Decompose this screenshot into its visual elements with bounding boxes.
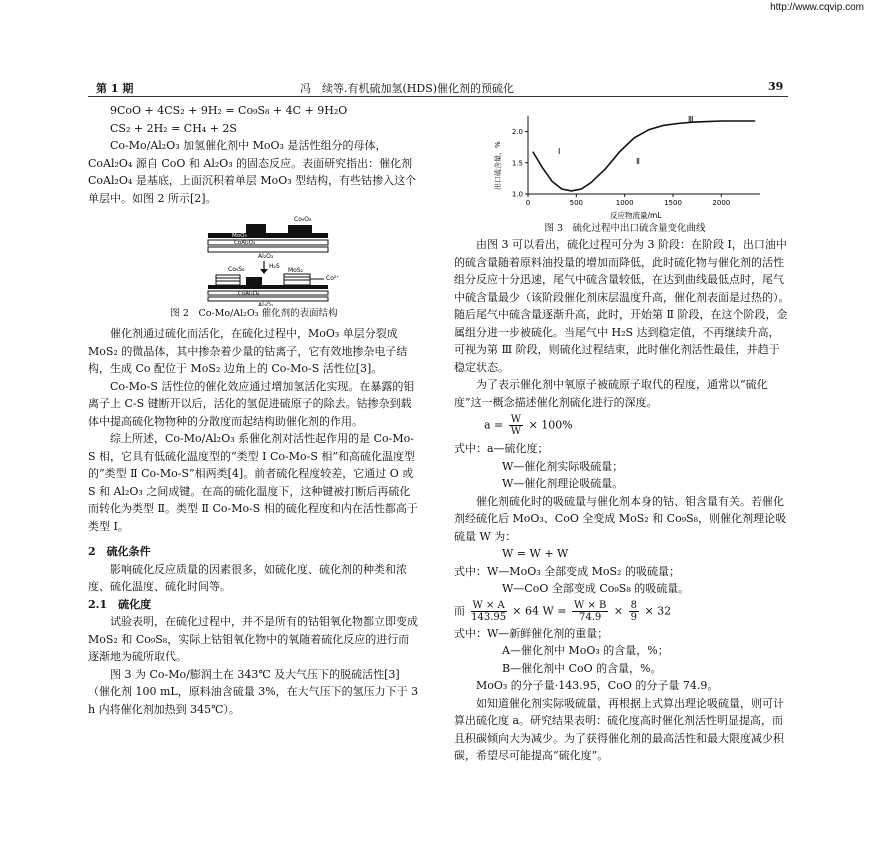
y-tick-label: 1.0 (511, 190, 523, 199)
definition: W—催化剂实际吸硫量； (502, 459, 624, 473)
paragraph: 为了表示催化剂中氧原子被硫原子取代的程度，通常以“硫化度”这一概念描述催化剂硫化进行的深度。 (454, 378, 768, 409)
svg-text:Al₂O₃: Al₂O₃ (258, 253, 274, 260)
subsection-heading: 2.1 硫化度 (88, 597, 152, 611)
svg-text:Co²⁺: Co²⁺ (326, 275, 340, 282)
paragraph: Co-Mo-S 活性位的催化效应通过增加氢活化实现。在暴露的钼离子上 C-S 键断开以后，活化的氢促进硫原子的除去。钴掺杂到载体中提高硫化物物种的分散度而起结构助催化剂的作用。 (88, 379, 415, 428)
fraction (471, 600, 507, 623)
header-rule (88, 96, 788, 97)
numerator: W (510, 414, 522, 425)
paragraph: 影响硫化反应质量的因素很多，如硫化度、硫化剂的种类和浓度、硫化温度、硫化时间等。 (88, 562, 407, 593)
page-number: 39 (768, 80, 784, 93)
denominator: 74.9 (579, 611, 602, 623)
equation-2: CS₂ + 2H₂ = CH₄ + 2S (110, 121, 237, 135)
running-title: 冯 续等.有机硫加氢(HDS)催化剂的预硫化 (300, 82, 515, 95)
denominator: 143.95 (471, 611, 507, 623)
paragraph: 综上所述，Co-Mo/Al₂O₃ 系催化剂对活性起作用的是 Co-Mo-S 相，它具有低硫化温度型的“类型 Ⅰ Co-Mo-S 相”和高硫化温度型的“类型 Ⅱ Co-Mo-S”相两类[4]。前者硫化程度较差，它通过 O 或 S 和 Al₂O₃ 之间成键。在高的硫化温度下，这种键被打断后再硫化而转化为类型 Ⅱ。类型 Ⅱ Co-Mo-S 相的硫化程度和内在活性都高于类型 Ⅰ。 (88, 432, 418, 533)
fraction (509, 414, 523, 437)
numerator: W × A (472, 599, 505, 611)
equation-a (454, 414, 790, 437)
svg-text:MoS₂: MoS₂ (288, 267, 304, 274)
x-axis-label: 反应物流量/mL (610, 211, 662, 220)
x-tick-label: 1500 (664, 199, 682, 207)
paragraph: 如知道催化剂实际吸硫量，再根据上式算出理论吸硫量，则可计算出硫化度 a。研究结果表明：硫化度高时催化剂活性明显提高，而且积碳倾向大为减少。为了获得催化剂的最高活性和最大限度减少积碳，希望尽可能提高“硫化度”。 (454, 696, 784, 762)
paragraph: 催化剂通过硫化而活化，在硫化过程中，MoO₃ 单层分裂成 MoS₂ 的微晶体，其中掺杂着少量的钴离子，它有效地掺杂电子结构，生成 Co 配位于 MoS₂ 边角上的 Co-Mo-S 活性位[3]。 (88, 327, 408, 375)
svg-text:Al₂O₃: Al₂O₃ (258, 302, 274, 306)
y-tick-label: 1.5 (511, 159, 523, 168)
sulfur-outlet-chart (460, 108, 790, 220)
issue-number: 第 1 期 (96, 82, 134, 95)
denominator: W (510, 426, 522, 437)
figure-3 (460, 108, 790, 234)
figure-2 (88, 211, 420, 319)
definition: A—催化剂中 MoO₃ 的含量，%； (502, 644, 669, 657)
eq-lead: 而 (454, 604, 465, 617)
definition: 式中：a—硫化度； (454, 442, 549, 455)
paragraph: 催化剂硫化时的吸硫量与催化剂本身的钴、钼含量有关。若催化剂经硫化后 MoO₃、CoO 全变成 MoS₂ 和 Co₉S₈，则催化剂理论吸硫量 W 为： (454, 494, 787, 543)
surface-structure-diagram (88, 211, 420, 306)
svg-text:CoAl₂O₄: CoAl₂O₄ (234, 240, 256, 246)
left-column (88, 102, 420, 718)
y-axis-label: 出口硫含量，% (494, 141, 502, 190)
fraction (572, 600, 608, 623)
svg-text:Co₉O₈: Co₉O₈ (294, 216, 312, 223)
definition: W—催化剂理论吸硫量。 (502, 477, 624, 490)
x-tick-label: 500 (569, 199, 584, 207)
eq-lhs: a = (484, 418, 504, 432)
paragraph: Co-Mo/Al₂O₃ 加氢催化剂中 MoO₃ 是活性组分的母体，CoAl₂O₄ 源自 CoO 和 Al₂O₃ 的固态反应。表面研究指出：催化剂 CoAl₂O₄ 是基底，上面沉积着单层 MoO₃ 型结构，有些钴掺入这个单层中。如图 2 所示[2]。 (88, 139, 417, 205)
svg-text:Co₉S₈: Co₉S₈ (228, 266, 245, 273)
stage-2-label: Ⅱ (636, 157, 640, 166)
paragraph: 图 3 为 Co-Mo/膨润土在 343℃ 及大气压下的脱硫活性[3]（催化剂 100 mL，原料油含硫量 3%，在大气压下的氢压力下于 3 h 内将催化剂加热到 345℃）。 (88, 667, 419, 716)
equation-wm: 而 $\frac{W \times A}{143.95}$ × 64 W = $\frac{W \times B}{74.9}$ × $\frac{8}{9}$ × 32 (454, 599, 672, 623)
definition: B—催化剂中 CoO 的含量，%。 (502, 661, 662, 675)
y-tick-label: 2.0 (511, 128, 523, 137)
denominator: 9 (630, 611, 637, 623)
right-column (454, 236, 790, 765)
section-heading: 2 硫化条件 (88, 545, 151, 558)
figure-2-caption: 图 2 Co-Mo/Al₂O₃ 催化剂的表面结构 (170, 308, 338, 319)
paragraph: 试验表明，在硫化过程中，并不是所有的钴钼氧化物都立即变成 MoS₂ 和 Co₉S₈，实际上钴钼氧化物中的氧随着硫化反应的进行而逐渐地为硫所取代。 (88, 615, 418, 663)
sulfur-curve-line (533, 121, 755, 191)
paragraph: 由图 3 可以看出，硫化过程可分为 3 阶段：在阶段 Ⅰ，出口油中的硫含量随着原料油投量的增加而降低，此时硫化物与催化剂的活性组分反应十分迅速，尾气中硫含量较低，在达到曲线最低点时，尾气中硫含量最少（该阶段催化剂床层温度升高，催化剂表面是过热的）。随后尾气中硫含量逐渐升高，此时，开始第 Ⅱ 阶段，在这个阶段，金属组分进一步被硫化。当尾气中 H₂S 达到稳定值，不再继续升高，可视为第 Ⅲ 阶段，则硫化过程结束，此时催化剂活性最佳，并趋于稳定状态。 (454, 238, 790, 374)
fraction (629, 600, 639, 623)
numerator: W × B (573, 599, 607, 611)
source-url[interactable]: http://www.cqvip.com (770, 2, 864, 13)
svg-text:CoAl₂O₄: CoAl₂O₄ (238, 291, 260, 297)
x-tick-label: 2000 (712, 199, 731, 207)
svg-text:H₂S: H₂S (269, 263, 280, 270)
definition: W—CoO 全部变成 Co₉S₈ 的吸硫量。 (502, 582, 690, 595)
x-tick-label: 1000 (615, 199, 634, 207)
equation-w: W = W + W (502, 547, 569, 560)
figure-3-caption: 图 3 硫化过程中出口硫含量变化曲线 (544, 223, 706, 234)
x-tick-label: 0 (525, 199, 531, 207)
equation-1: 9CoO + 4CS₂ + 9H₂ = Co₉S₈ + 4C + 9H₂O (110, 104, 348, 117)
eq-rhs: × 100% (528, 418, 573, 432)
stage-1-label: Ⅰ (558, 147, 561, 156)
definition: 式中：W—MoO₃ 全部变成 MoS₂ 的吸硫量； (454, 564, 680, 578)
definition: MoO₃ 的分子量·143.95，CoO 的分子量 74.9。 (476, 679, 719, 692)
eq-mid: × 64 W = (512, 604, 567, 617)
numerator: 8 (630, 599, 637, 611)
svg-text:MoO₃: MoO₃ (232, 233, 247, 239)
eq-end: × 32 (644, 604, 672, 617)
definition: 式中：W—新鲜催化剂的重量； (454, 626, 609, 640)
stage-3-label: Ⅲ (688, 115, 694, 124)
